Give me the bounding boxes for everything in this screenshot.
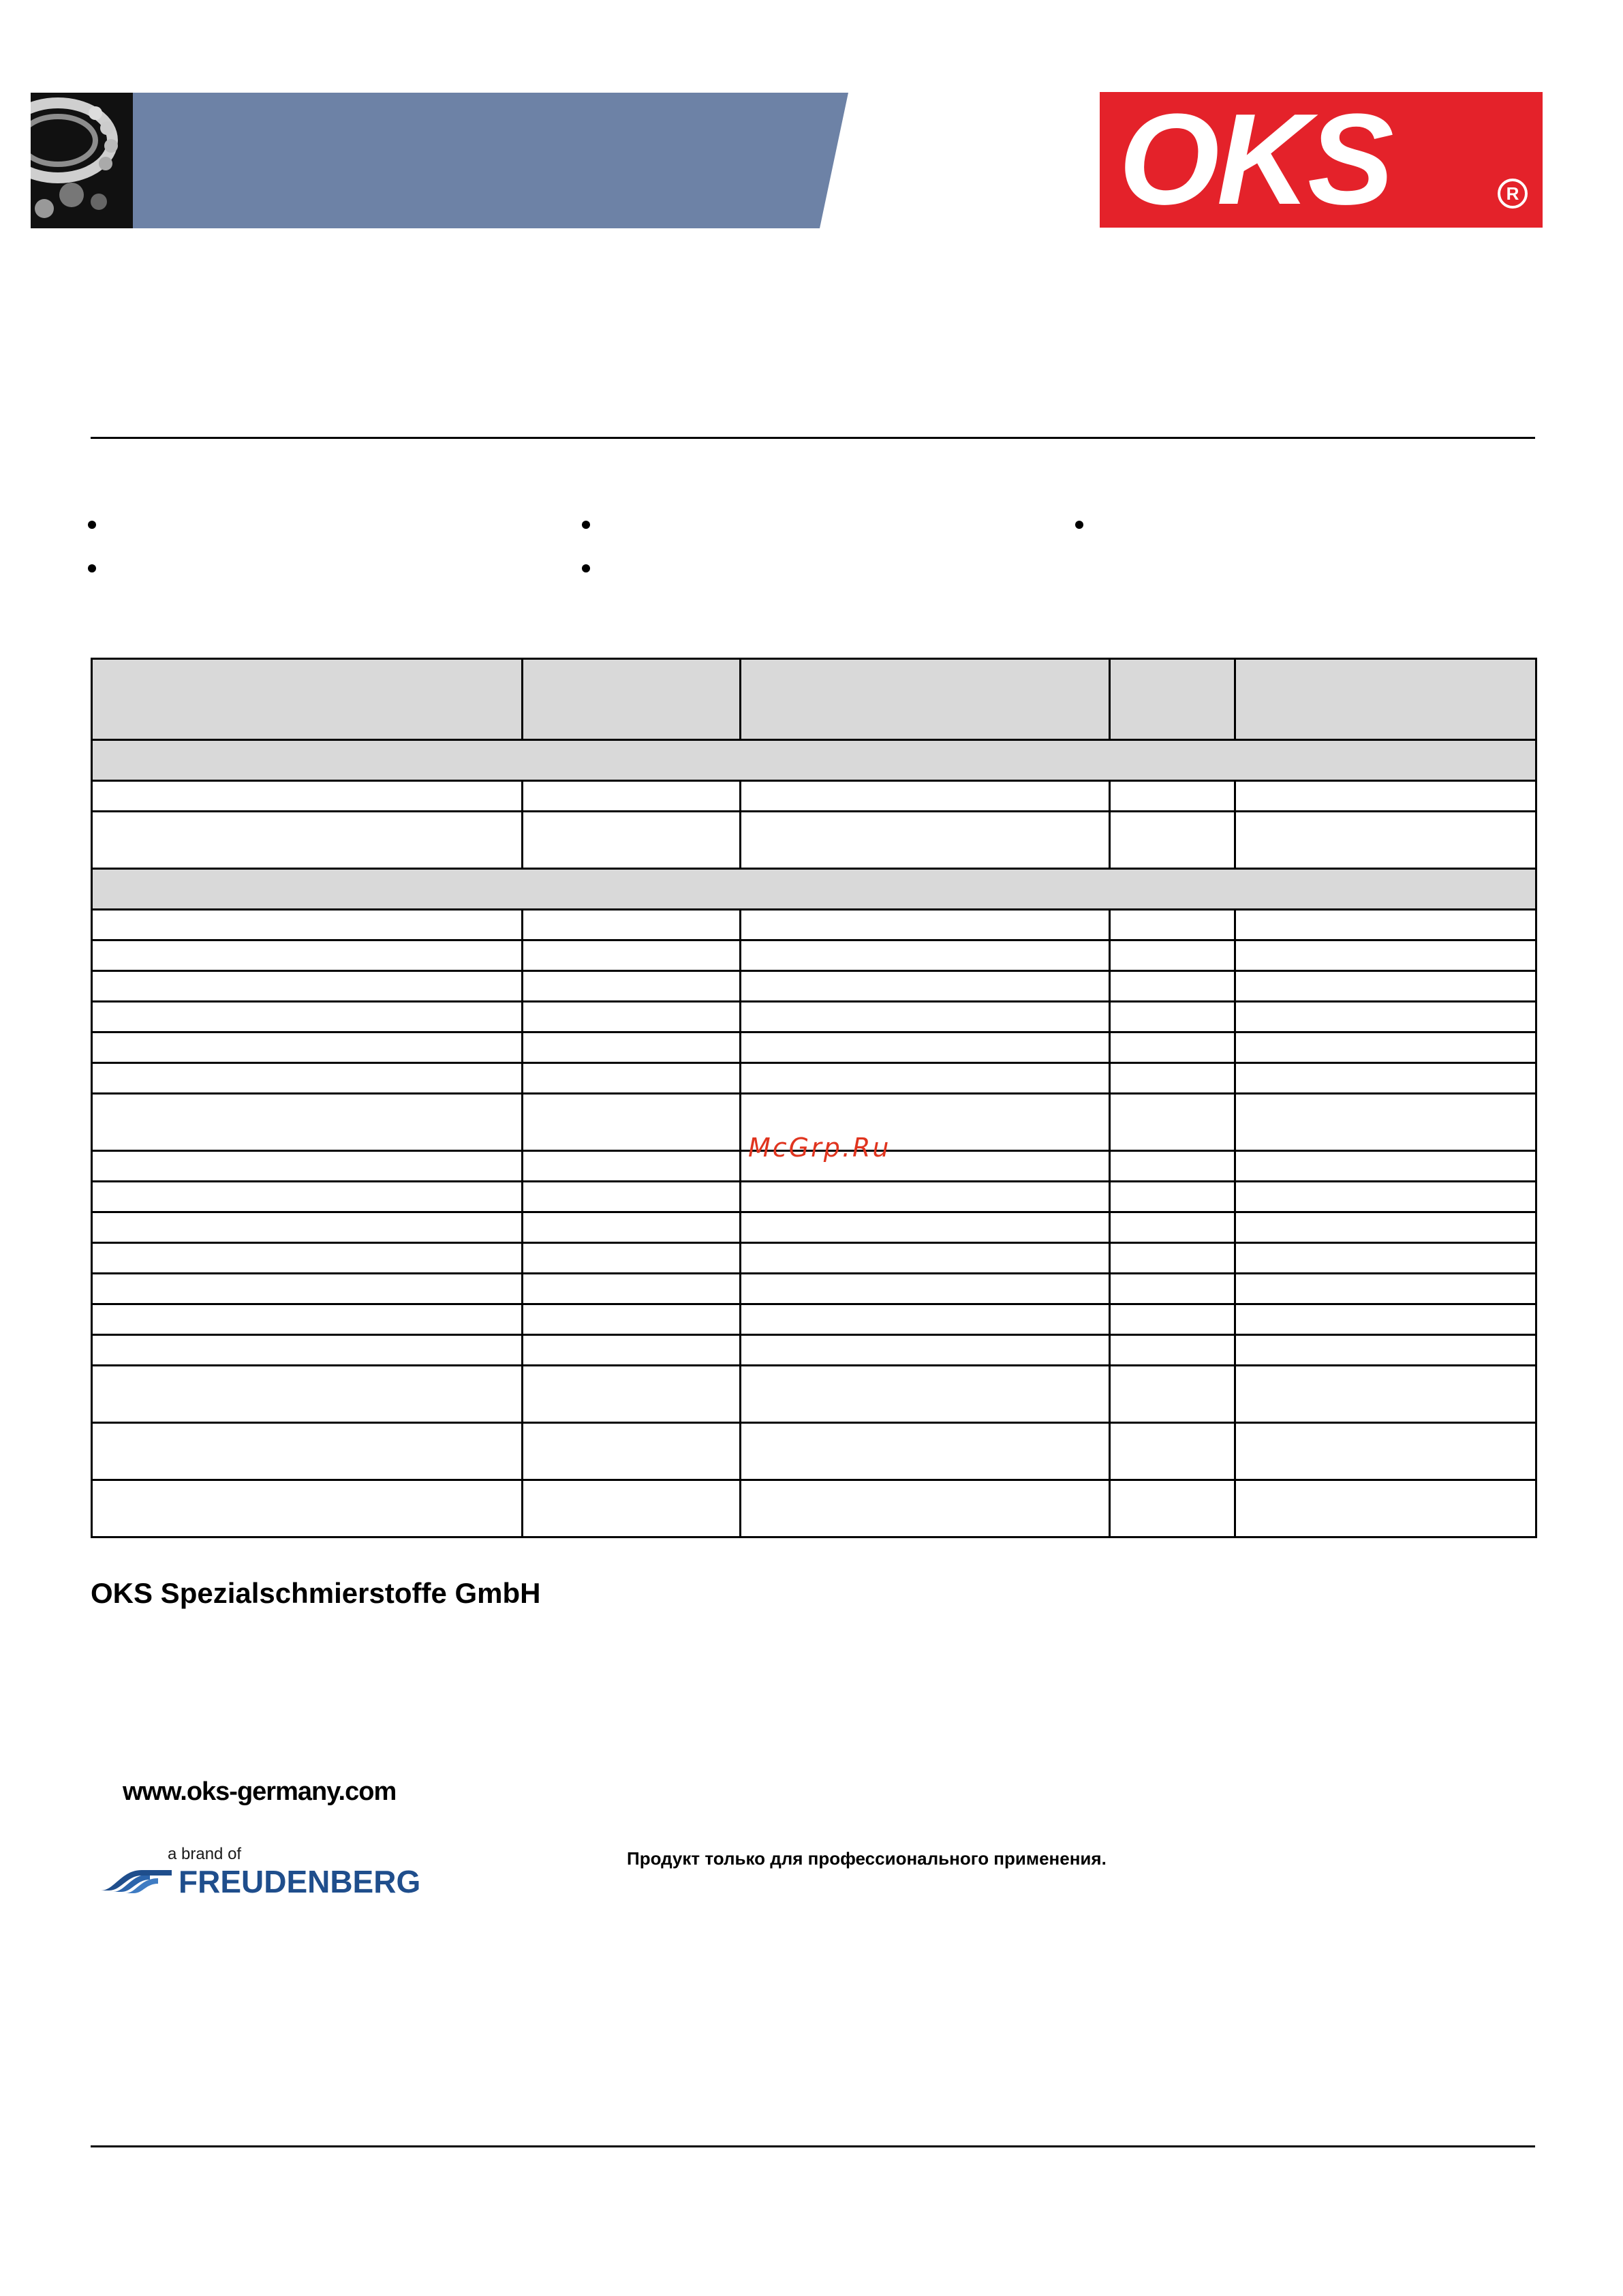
table-cell	[523, 1182, 741, 1212]
header-cell	[523, 659, 741, 740]
table-cell	[523, 1243, 741, 1274]
table-cell	[523, 1304, 741, 1335]
table-cell	[92, 1094, 523, 1151]
table-cell	[741, 1366, 1110, 1423]
table-cell	[523, 1212, 741, 1243]
table-cell	[1110, 1094, 1235, 1151]
table-cell	[92, 1002, 523, 1032]
company-name: OKS Spezialschmierstoffe GmbH	[91, 1577, 541, 1609]
freudenberg-logo-icon	[101, 1866, 176, 1893]
table-cell	[1235, 1480, 1536, 1537]
table-cell	[523, 971, 741, 1002]
table-cell	[1110, 1274, 1235, 1304]
bullet-4	[582, 564, 590, 572]
brand-of-label: a brand of	[168, 1845, 242, 1863]
table-cell	[1235, 910, 1536, 940]
table-row	[92, 1182, 1536, 1212]
table-cell	[92, 1366, 523, 1423]
table-row	[92, 1274, 1536, 1304]
registered-mark-icon: R	[1498, 179, 1528, 209]
table-cell	[1235, 971, 1536, 1002]
table-row	[92, 1032, 1536, 1063]
table-cell	[1235, 1304, 1536, 1335]
table-cell	[1235, 812, 1536, 869]
professional-use-notice: Продукт только для профессионального применения.	[627, 1848, 1107, 1869]
table-cell	[1235, 1151, 1536, 1182]
table-cell	[523, 812, 741, 869]
table-cell	[523, 1151, 741, 1182]
table-cell	[92, 971, 523, 1002]
bullet-1	[88, 521, 96, 529]
table-cell	[741, 1032, 1110, 1063]
freudenberg-wordmark: FREUDENBERG	[179, 1864, 421, 1899]
table-cell	[1235, 1423, 1536, 1480]
table-cell	[92, 1423, 523, 1480]
table-cell	[92, 1304, 523, 1335]
table-cell	[741, 1335, 1110, 1366]
table-cell	[1235, 781, 1536, 812]
table-cell	[92, 1182, 523, 1212]
table-cell	[92, 781, 523, 812]
table-cell	[741, 1423, 1110, 1480]
table-cell	[741, 1063, 1110, 1094]
table-cell	[741, 1274, 1110, 1304]
table-cell	[523, 1480, 741, 1537]
table-cell	[741, 781, 1110, 812]
table-cell	[741, 940, 1110, 971]
table-cell	[523, 1423, 741, 1480]
table-cell	[523, 940, 741, 971]
table-cell	[92, 1274, 523, 1304]
table-cell	[1235, 1032, 1536, 1063]
header-cell	[1235, 659, 1536, 740]
table-cell	[1110, 1212, 1235, 1243]
table-cell	[741, 910, 1110, 940]
table-cell	[741, 1182, 1110, 1212]
table-row	[92, 971, 1536, 1002]
website-link[interactable]: www.oks-germany.com	[123, 1777, 397, 1806]
table-cell	[1235, 1212, 1536, 1243]
header-cell	[741, 659, 1110, 740]
table-cell	[741, 971, 1110, 1002]
table-cell	[92, 812, 523, 869]
table-cell	[1110, 1182, 1235, 1212]
table-cell	[1110, 940, 1235, 971]
table-cell	[741, 812, 1110, 869]
table-cell	[1110, 971, 1235, 1002]
table-row	[92, 1063, 1536, 1094]
table-cell	[1235, 1243, 1536, 1274]
top-rule	[91, 437, 1535, 439]
header-band	[31, 93, 848, 228]
table-row	[92, 940, 1536, 971]
table-cell	[92, 1151, 523, 1182]
table-cell	[523, 910, 741, 940]
table-cell	[1110, 1423, 1235, 1480]
table-cell	[1110, 1002, 1235, 1032]
table-header-row	[92, 659, 1536, 740]
watermark: McGrp.Ru	[748, 1133, 891, 1163]
table-cell	[1110, 1335, 1235, 1366]
spec-table	[91, 658, 1537, 1538]
oks-logo	[1100, 87, 1543, 232]
table-row	[92, 1366, 1536, 1423]
table-cell	[1110, 1243, 1235, 1274]
bullet-2	[88, 564, 96, 572]
table-cell	[523, 781, 741, 812]
header-cell	[92, 659, 523, 740]
bullet-3	[582, 521, 590, 529]
table-cell	[92, 910, 523, 940]
table-cell	[1235, 940, 1536, 971]
table-cell	[523, 1274, 741, 1304]
table-row	[92, 1243, 1536, 1274]
bullet-5	[1075, 521, 1083, 529]
table-cell	[1110, 1366, 1235, 1423]
table-row	[92, 781, 1536, 812]
table-row	[92, 1212, 1536, 1243]
table-row	[92, 910, 1536, 940]
table-cell	[92, 1032, 523, 1063]
table-cell	[741, 1304, 1110, 1335]
table-cell	[1235, 1274, 1536, 1304]
table-cell	[523, 1094, 741, 1151]
oks-logo-text: OKS	[1119, 87, 1391, 232]
table-cell	[1110, 812, 1235, 869]
table-cell	[1235, 1182, 1536, 1212]
table-cell	[1110, 910, 1235, 940]
table-cell	[741, 1212, 1110, 1243]
table-cell	[523, 1366, 741, 1423]
table-row	[92, 812, 1536, 869]
bottom-rule	[91, 2145, 1535, 2147]
table-cell	[1235, 1063, 1536, 1094]
table-cell	[92, 1243, 523, 1274]
table-row	[92, 1002, 1536, 1032]
table-row	[92, 1304, 1536, 1335]
table-cell	[1110, 1304, 1235, 1335]
table-row	[92, 1423, 1536, 1480]
table-cell	[92, 1480, 523, 1537]
table-cell	[523, 1032, 741, 1063]
table-cell	[741, 1480, 1110, 1537]
bearing-photo	[31, 93, 133, 228]
table-cell	[523, 1063, 741, 1094]
table-cell	[92, 1212, 523, 1243]
table-cell	[741, 1243, 1110, 1274]
table-cell	[1235, 1366, 1536, 1423]
section-row	[92, 740, 1536, 781]
table-cell	[1110, 1151, 1235, 1182]
table-cell	[1110, 781, 1235, 812]
table-row	[92, 1480, 1536, 1537]
table-cell	[92, 1063, 523, 1094]
table-cell	[1235, 1094, 1536, 1151]
table-cell	[1235, 1002, 1536, 1032]
table-cell	[92, 940, 523, 971]
table-cell	[1235, 1335, 1536, 1366]
table-cell	[741, 1002, 1110, 1032]
table-cell	[1110, 1480, 1235, 1537]
header-cell	[1110, 659, 1235, 740]
table-cell	[1110, 1063, 1235, 1094]
table-cell	[523, 1002, 741, 1032]
table-cell	[1110, 1032, 1235, 1063]
table-row	[92, 1335, 1536, 1366]
section-row	[92, 869, 1536, 910]
table-cell	[523, 1335, 741, 1366]
table-cell	[92, 1335, 523, 1366]
